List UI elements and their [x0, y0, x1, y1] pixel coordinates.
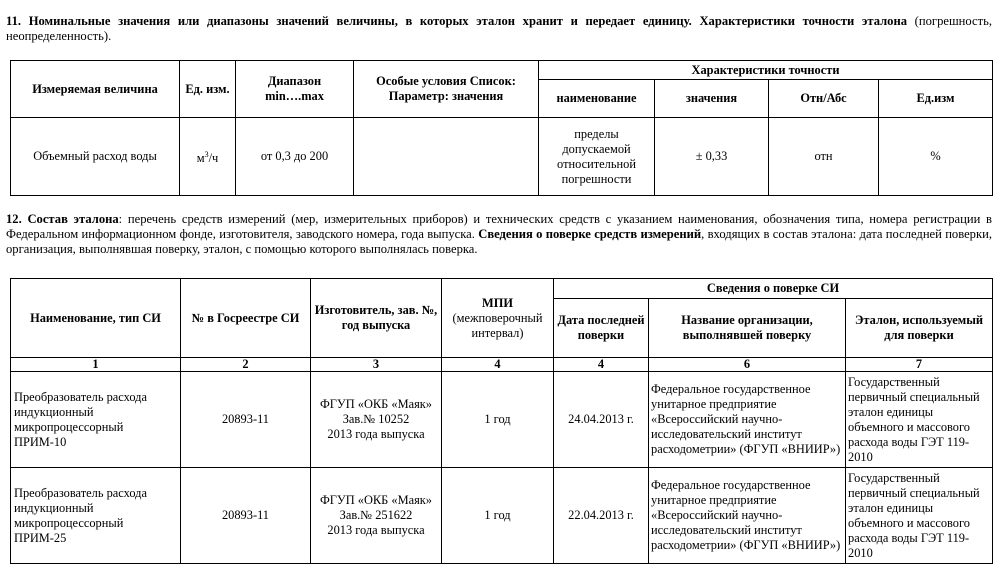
section-12-title: Состав эталона [27, 212, 119, 226]
table-row [11, 118, 993, 196]
header-acc-name: наименование [539, 80, 655, 118]
cell-standard: Государственный первичный специальный эталон единицы объемного и массового расхода воды ГЭТ 119-2010 [846, 372, 993, 468]
cell-maker [311, 372, 442, 468]
cell-unit [180, 118, 236, 196]
header-maker: Изготовитель, зав. №, год выпуска [311, 279, 442, 358]
section-12-paragraph [6, 212, 992, 257]
cell-date: 22.04.2013 г. [554, 468, 649, 564]
header-accuracy-group: Характеристики точности [539, 61, 993, 80]
cell-range: от 0,3 до 200 [236, 118, 354, 196]
maker-line: Зав.№ 251622 [339, 508, 413, 522]
table-row [11, 468, 993, 564]
col-number: 7 [846, 358, 993, 372]
cell-acc-name: пределы допускаемой относительной погрешности [539, 118, 655, 196]
col-number: 1 [11, 358, 181, 372]
section-12-number: 12. [6, 212, 22, 226]
section-12-text-2: , входящих в состав эталона: дата последней поверки, организация, выполнявшая поверку, эталон, с помощью которого выполнялась поверка. [6, 227, 992, 256]
table-row [11, 372, 993, 468]
header-verif-group: Сведения о поверке СИ [554, 279, 993, 299]
cell-reg: 20893-11 [181, 468, 311, 564]
col-number: 3 [311, 358, 442, 372]
header-mpi [442, 279, 554, 358]
cell-reg: 20893-11 [181, 372, 311, 468]
cell-conditions [354, 118, 539, 196]
cell-acc-unit: % [879, 118, 993, 196]
cell-quantity: Объемный расход воды [11, 118, 180, 196]
header-acc-relabs: Отн/Абс [769, 80, 879, 118]
header-range: Диапазон min….max [236, 61, 354, 118]
cell-org: Федеральное государственное унитарное предприятие «Всероссийский научно-исследовательский институт расходометрии» (ФГУП «ВНИИР») [649, 468, 846, 564]
header-acc-unit: Ед.изм [879, 80, 993, 118]
section-11-heading: Номинальные значения или диапазоны значений величины, в которых эталон хранит и передает единицу. Характеристики точности эталона [28, 14, 908, 28]
header-standard: Эталон, используемый для поверки [846, 299, 993, 358]
header-org: Название организации, выполнявшей поверку [649, 299, 846, 358]
header-last-date: Дата последней поверки [554, 299, 649, 358]
section-11-number: 11. [6, 14, 22, 28]
composition-table [10, 278, 993, 564]
maker-line: 2013 года выпуска [327, 427, 425, 441]
header-mpi-label: МПИ [482, 295, 513, 310]
maker-line: ФГУП «ОКБ «Маяк» [319, 493, 433, 507]
cell-date: 24.04.2013 г. [554, 372, 649, 468]
header-mpi-note: (межповерочный интервал) [452, 310, 543, 340]
section-11-paragraph [6, 14, 992, 44]
cell-maker [311, 468, 442, 564]
header-conditions: Особые условия Список: Параметр: значения [354, 61, 539, 118]
col-number: 4 [554, 358, 649, 372]
cell-mpi: 1 год [442, 372, 554, 468]
section-12-bold: Сведения о поверке средств измерений [478, 227, 702, 241]
col-number: 6 [649, 358, 846, 372]
cell-acc-value: ± 0,33 [655, 118, 769, 196]
header-si-name: Наименование, тип СИ [11, 279, 181, 358]
section-12-text-1: : перечень средств измерений (мер, измерительных приборов) и технических средств с указанием наименования, обозначения типа, номера регистрации в Федеральном информационном фонде, изготовителя, заводского номера, года выпуска. [6, 212, 992, 241]
unit-rest: /ч [208, 151, 219, 166]
cell-standard: Государственный первичный специальный эталон единицы объемного и массового расхода воды ГЭТ 119-2010 [846, 468, 993, 564]
cell-si-name: Преобразователь расхода индукционный микропроцессорный ПРИМ-25 [11, 468, 181, 564]
unit-base: м [196, 151, 205, 166]
cell-si-name: Преобразователь расхода индукционный микропроцессорный ПРИМ-10 [11, 372, 181, 468]
header-quantity: Измеряемая величина [11, 61, 180, 118]
accuracy-table [10, 60, 993, 196]
cell-mpi: 1 год [442, 468, 554, 564]
column-numbers-row [11, 358, 993, 372]
section-11-note: (погрешность, неопределенность). [6, 14, 992, 43]
maker-line: 2013 года выпуска [327, 523, 425, 537]
header-acc-value: значения [655, 80, 769, 118]
unit-superscript: 3 [204, 149, 209, 159]
cell-acc-relabs: отн [769, 118, 879, 196]
col-number: 4 [442, 358, 554, 372]
cell-org: Федеральное государственное унитарное предприятие «Всероссийский научно-исследовательский институт расходометрии» (ФГУП «ВНИИР») [649, 372, 846, 468]
maker-line: ФГУП «ОКБ «Маяк» [319, 397, 433, 411]
header-reg: № в Госреестре СИ [181, 279, 311, 358]
col-number: 2 [181, 358, 311, 372]
header-unit: Ед. изм. [180, 61, 236, 118]
maker-line: Зав.№ 10252 [342, 412, 410, 426]
